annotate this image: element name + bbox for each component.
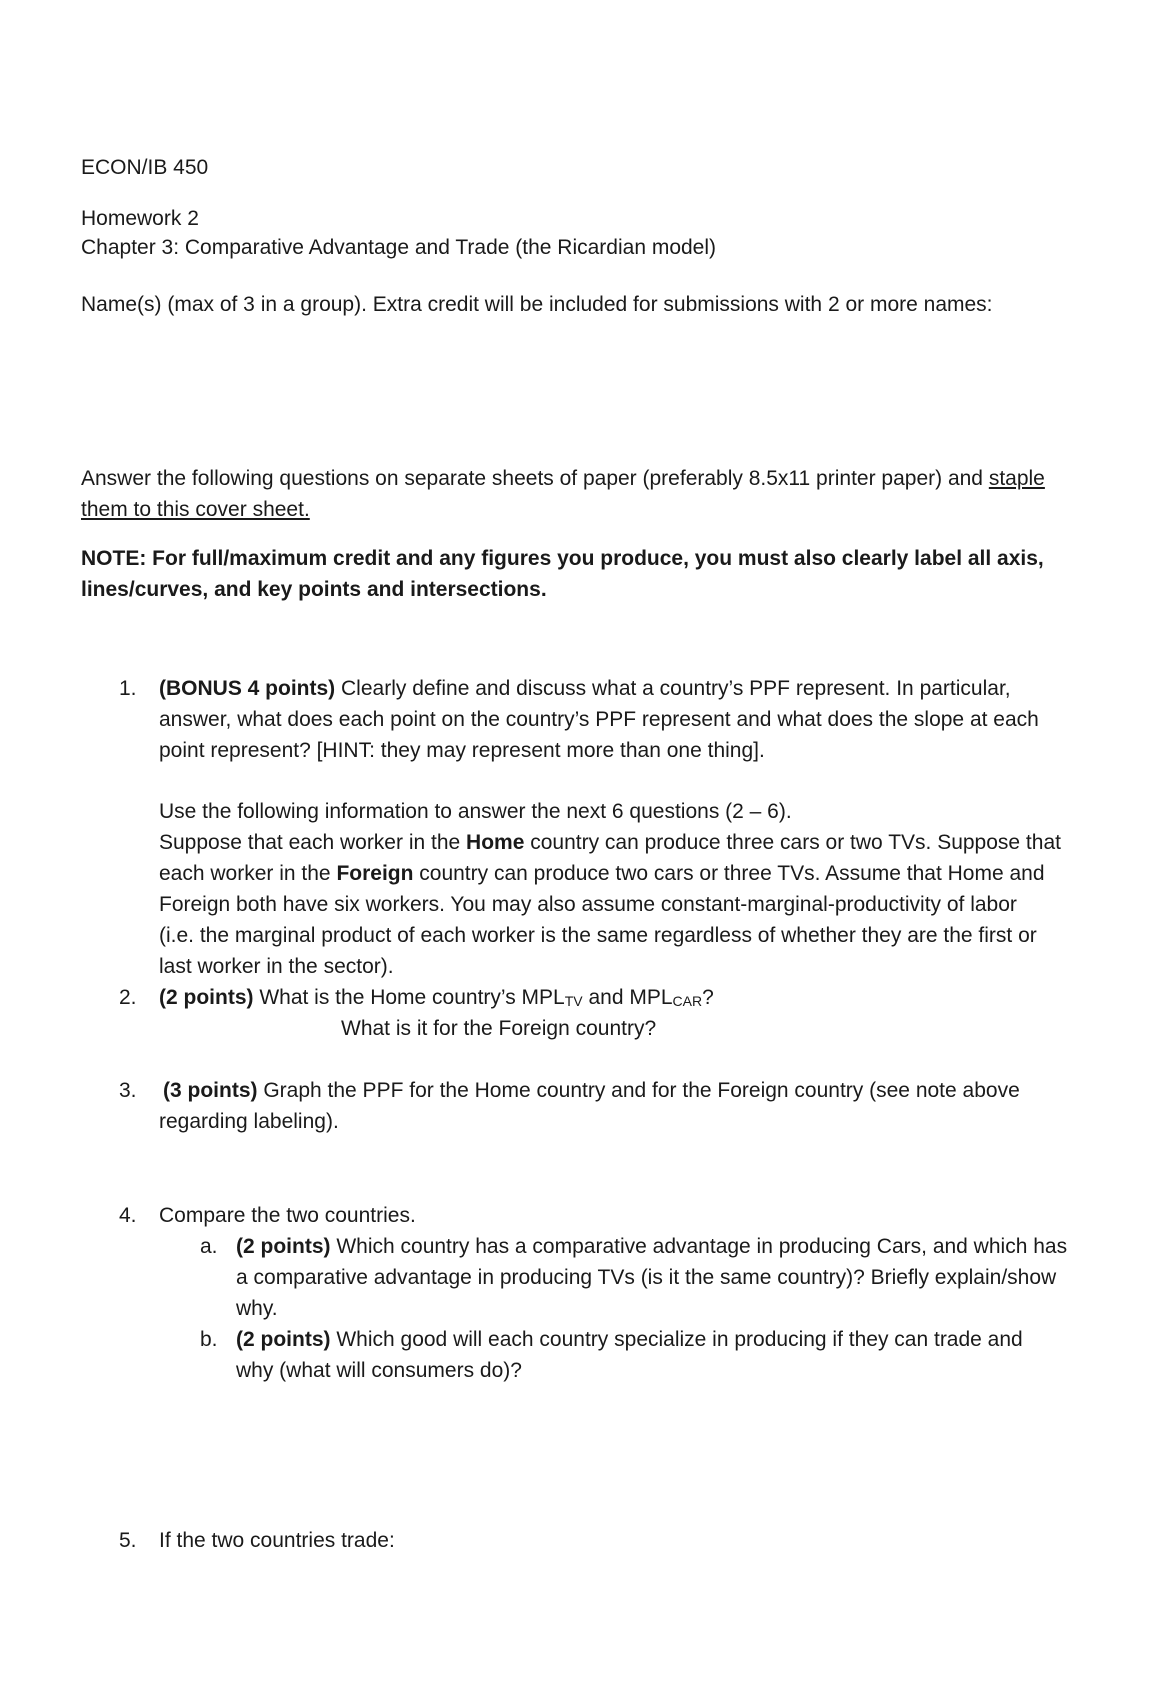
mpl-car-subscript: CAR [672,993,703,1009]
q1-text: Clearly define and discuss what a country’s PPF represent. In particular, [335,677,1011,700]
q1-points: (BONUS 4 points) [159,677,336,700]
q2-line-1 [159,982,714,1017]
q5-number: 5. [119,1529,137,1552]
staple-emphasis: staple [988,467,1045,490]
q4a-line-1 [236,1231,1067,1262]
info-line-5: (i.e. the marginal product of each worker is the same regardless of whether they are the first or [159,924,1037,947]
note-line-2: lines/curves, and key points and intersections. [81,578,547,601]
q4b-line-1 [236,1324,1023,1355]
q4a-points: (2 points) [236,1235,331,1258]
q3-number: 3. [119,1079,137,1102]
q4a-line-3: why. [236,1297,278,1320]
q4a-text: Which country has a comparative advantage in producing Cars, and which has [330,1235,1068,1258]
q4b-line-2: why (what will consumers do)? [236,1359,522,1382]
q4-number: 4. [119,1204,137,1227]
q2-line-2: What is it for the Foreign country? [341,1017,657,1040]
info-line-4: Foreign both have six workers. You may also assume constant-marginal-productivity of labor [159,893,1017,916]
q3-line-2: regarding labeling). [159,1110,339,1133]
note-line-1: NOTE: For full/maximum credit and any figures you produce, you must also clearly label all axis, [81,547,1044,570]
q3-text: Graph the PPF for the Home country and for the Foreign country (see note above [257,1079,1020,1102]
chapter-title: Chapter 3: Comparative Advantage and Trade (the Ricardian model) [81,236,717,259]
course-code: ECON/IB 450 [81,156,209,179]
q4-intro: Compare the two countries. [159,1204,416,1227]
q3-line-1 [163,1075,1020,1106]
home-emphasis: Home [466,831,525,854]
q4a-label: a. [200,1235,218,1258]
q2-number: 2. [119,986,137,1009]
info-text: each worker in the [159,862,337,885]
q1-number: 1. [119,677,137,700]
q4b-points: (2 points) [236,1328,331,1351]
homework-title: Homework 2 [81,207,199,230]
instructions-text: Answer the following questions on separate sheets of paper (preferably 8.5x11 printer paper) and [81,467,989,490]
q2-points: (2 points) [159,986,254,1009]
q3-points: (3 points) [163,1079,258,1102]
q4b-text: Which good will each country specialize in producing if they can trade and [330,1328,1023,1351]
info-text: Suppose that each worker in the [159,831,467,854]
q2-text: and MPL [582,986,673,1009]
q1-line-3: point represent? [HINT: they may represent more than one thing]. [159,739,765,762]
info-line-3 [159,858,1045,889]
foreign-emphasis: Foreign [336,862,414,885]
info-line-2 [159,827,1061,858]
q4b-label: b. [200,1328,218,1351]
q2-text: What is the Home country’s MPL [253,986,565,1009]
q4a-line-2: a comparative advantage in producing TVs (is it the same country)? Briefly explain/show [236,1266,1057,1289]
info-text: country can produce three cars or two TVs. Suppose that [524,831,1061,854]
instructions-line-2: them to this cover sheet. [81,498,310,521]
q1-line-1 [159,673,1011,704]
instructions-line-1 [81,463,1045,494]
info-line-1: Use the following information to answer the next 6 questions (2 – 6). [159,800,792,823]
q2-text: ? [702,986,714,1009]
names-prompt: Name(s) (max of 3 in a group). Extra credit will be included for submissions with 2 or more names: [81,293,993,316]
q5-text: If the two countries trade: [159,1529,395,1552]
info-line-6: last worker in the sector). [159,955,394,978]
q1-line-2: answer, what does each point on the country’s PPF represent and what does the slope at each [159,708,1039,731]
mpl-tv-subscript: TV [564,993,583,1009]
info-text: country can produce two cars or three TVs. Assume that Home and [413,862,1045,885]
